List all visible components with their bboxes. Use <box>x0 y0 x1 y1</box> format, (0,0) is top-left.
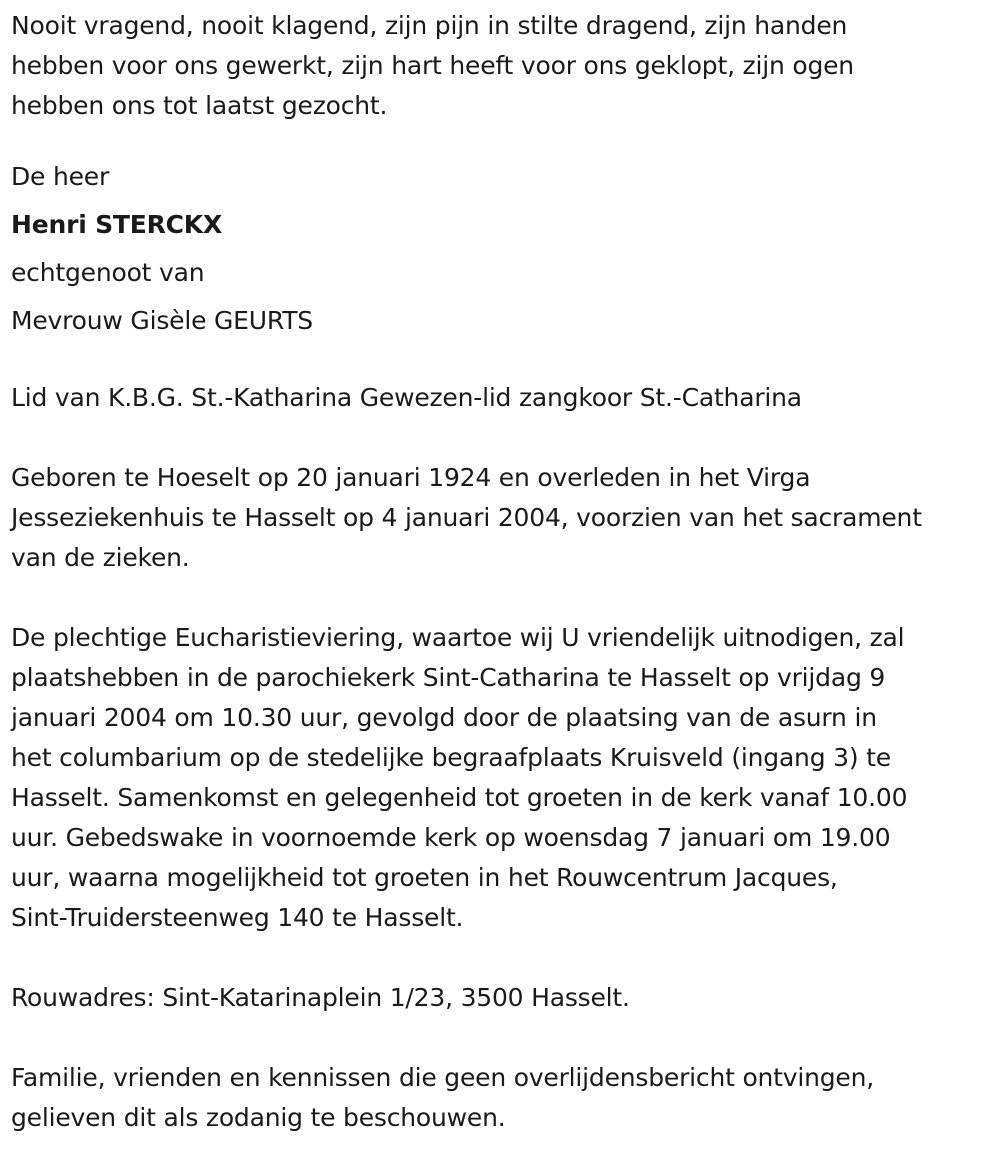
spouse-name: Mevrouw Gisèle GEURTS <box>11 306 313 335</box>
birth-death-line-1: Geboren te Hoeselt op 20 januari 1924 en overleden in het Virga <box>11 463 811 492</box>
ceremony-line-5: Hasselt. Samenkomst en gelegenheid tot groeten in de kerk vanaf 10.00 <box>11 783 908 812</box>
closing-line-1: Familie, vrienden en kennissen die geen overlijdensbericht ontvingen, <box>11 1063 875 1092</box>
ceremony-line-7: uur, waarna mogelijkheid tot groeten in het Rouwcentrum Jacques, <box>11 863 838 892</box>
ceremony-paragraph <box>11 618 996 938</box>
ceremony-line-4: het columbarium op de stedelijke begraafplaats Kruisveld (ingang 3) te <box>11 743 891 772</box>
intro-line-2: hebben voor ons gewerkt, zijn hart heeft voor ons geklopt, zijn ogen <box>11 51 854 80</box>
intro-line-1: Nooit vragend, nooit klagend, zijn pijn in stilte dragend, zijn handen <box>11 11 848 40</box>
person-block <box>11 153 996 345</box>
membership-line: Lid van K.B.G. St.-Katharina Gewezen-lid zangkoor St.-Catharina <box>11 383 802 412</box>
obituary-document <box>11 6 996 1138</box>
closing-line-2: gelieven dit als zodanig te beschouwen. <box>11 1103 506 1132</box>
intro-paragraph <box>11 6 996 126</box>
ceremony-line-1: De plechtige Eucharistieviering, waartoe wij U vriendelijk uitnodigen, zal <box>11 623 905 652</box>
birth-death-line-3: van de zieken. <box>11 543 190 572</box>
birth-death-line-2: Jesseziekenhuis te Hasselt op 4 januari 2004, voorzien van het sacrament <box>11 503 922 532</box>
deceased-name: Henri STERCKX <box>11 210 223 239</box>
relation: echtgenoot van <box>11 258 205 287</box>
salutation: De heer <box>11 162 110 191</box>
funeral-address: Rouwadres: Sint-Katarinaplein 1/23, 3500 Hasselt. <box>11 983 630 1012</box>
intro-line-3: hebben ons tot laatst gezocht. <box>11 91 388 120</box>
ceremony-line-6: uur. Gebedswake in voornoemde kerk op woensdag 7 januari om 19.00 <box>11 823 891 852</box>
birth-death-paragraph <box>11 458 996 578</box>
membership-paragraph <box>11 378 996 418</box>
ceremony-line-2: plaatshebben in de parochiekerk Sint-Catharina te Hasselt op vrijdag 9 <box>11 663 886 692</box>
ceremony-line-3: januari 2004 om 10.30 uur, gevolgd door de plaatsing van de asurn in <box>11 703 877 732</box>
closing-paragraph <box>11 1058 996 1138</box>
ceremony-line-8: Sint-Truidersteenweg 140 te Hasselt. <box>11 903 464 932</box>
address-paragraph <box>11 978 996 1018</box>
